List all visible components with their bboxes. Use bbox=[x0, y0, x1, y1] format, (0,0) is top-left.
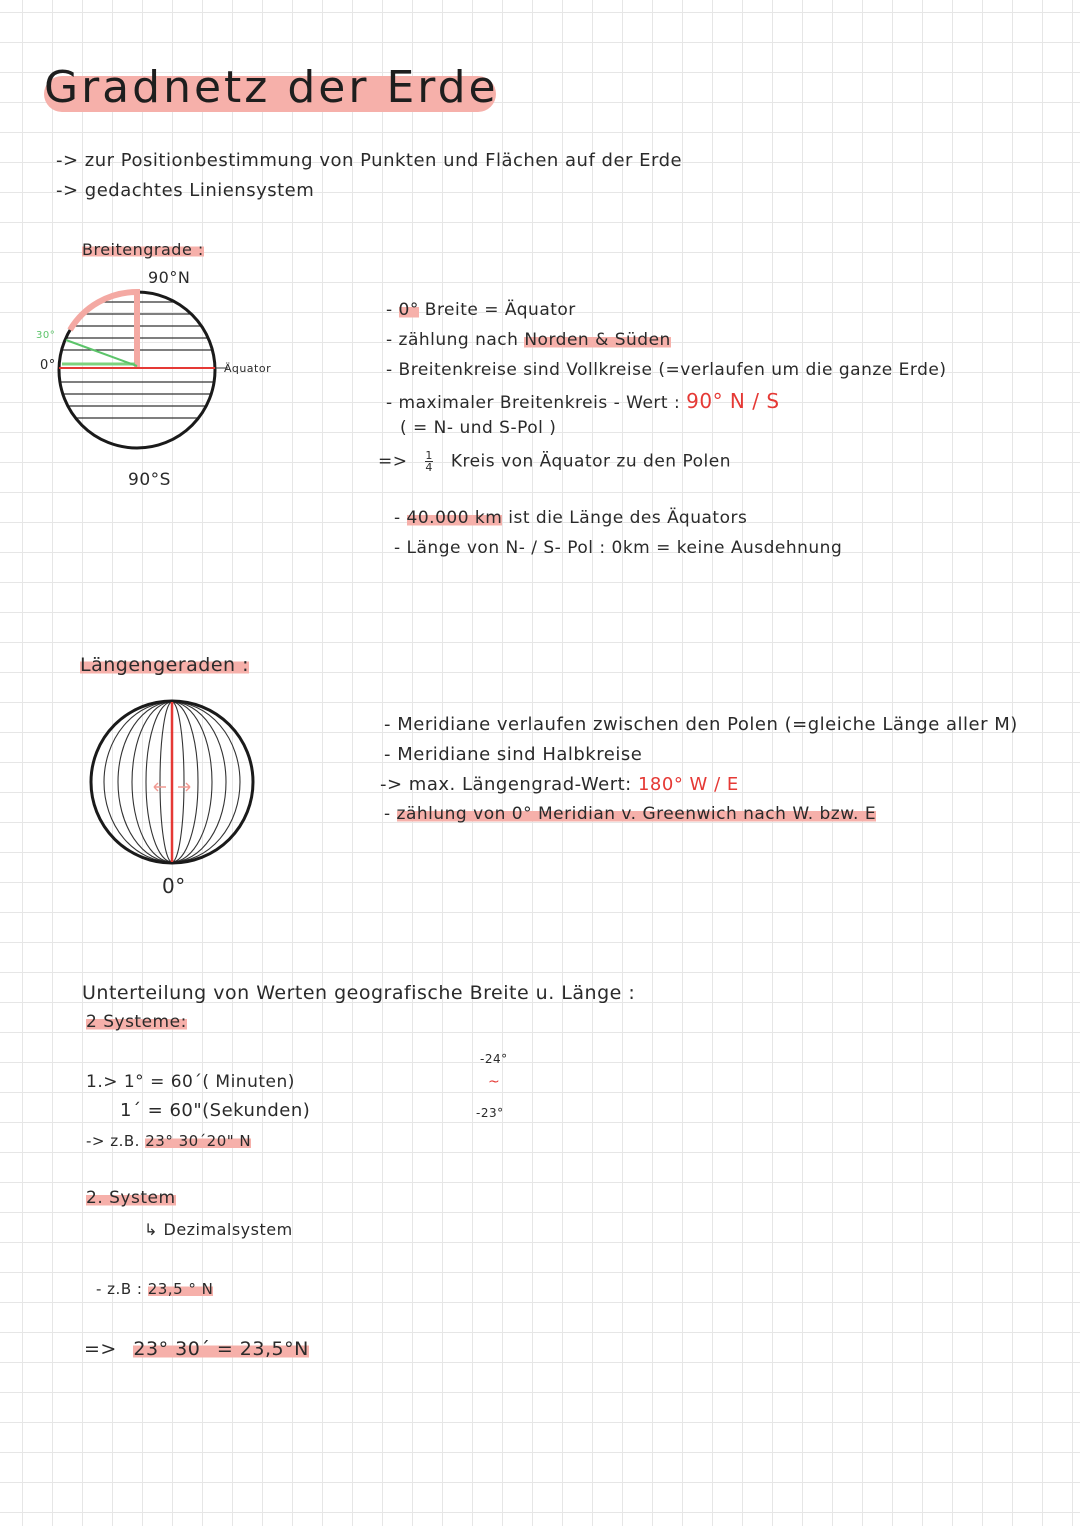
fraction-numerator: 1 bbox=[425, 449, 433, 462]
breite-note-2-hl: Norden & Süden bbox=[524, 330, 671, 350]
laenge-note-4-hl: zählung von 0° Meridian v. Greenwich nach W. bzw. E bbox=[396, 804, 877, 824]
breite-label-equator: Äquator bbox=[224, 362, 272, 375]
fraction-denominator: 4 bbox=[425, 461, 433, 474]
breite-note-6-arrow: => bbox=[378, 451, 408, 472]
breite-note-7 bbox=[394, 508, 747, 528]
breite-note-5: ( = N- und S-Pol ) bbox=[400, 418, 557, 438]
laenge-note-4-dash: - bbox=[384, 804, 391, 824]
side-note-top: -24° bbox=[480, 1052, 508, 1066]
breite-note-2-prefix: - zählung nach bbox=[386, 330, 519, 350]
breite-note-6-text: Kreis von Äquator zu den Polen bbox=[450, 451, 731, 472]
breite-note-1 bbox=[386, 300, 576, 320]
longitude-globe-diagram bbox=[0, 0, 300, 900]
system1-line-2: 1´ = 60"(Sekunden) bbox=[120, 1100, 311, 1121]
breite-note-1-deg: 0° bbox=[398, 300, 419, 320]
breite-note-7-text: ist die Länge des Äquators bbox=[508, 508, 748, 528]
breite-label-top: 90°N bbox=[148, 268, 191, 287]
unterteilung-sub-text: 2 Systeme: bbox=[86, 1012, 187, 1032]
system2-example bbox=[96, 1280, 213, 1298]
breite-note-8: - Länge von N- / S- Pol : 0km = keine Ausdehnung bbox=[394, 538, 843, 558]
result-hl: 23° 30´ = 23,5°N bbox=[133, 1338, 309, 1360]
unterteilung-heading: Unterteilung von Werten geografische Breite u. Länge : bbox=[82, 982, 636, 1004]
system2-example-hl: 23,5 ° N bbox=[147, 1280, 214, 1298]
system2-heading bbox=[86, 1188, 176, 1208]
breite-label-bottom: 90°S bbox=[128, 470, 171, 490]
system2-example-prefix: - z.B : bbox=[96, 1280, 143, 1298]
intro-line-1: -> zur Positionbestimmung von Punkten und Flächen auf der Erde bbox=[56, 150, 683, 171]
breite-note-1-text: Breite = Äquator bbox=[424, 300, 576, 320]
laenge-label-bottom: 0° bbox=[162, 874, 186, 898]
laenge-heading-text: Längengeraden : bbox=[80, 654, 249, 676]
result-line bbox=[84, 1338, 309, 1360]
system2-sub: ↳ Dezimalsystem bbox=[144, 1220, 293, 1239]
breite-label-30: 30° bbox=[36, 330, 56, 341]
breite-note-2 bbox=[386, 330, 671, 350]
breite-label-zero: 0° bbox=[40, 358, 56, 373]
system1-example-hl: 23° 30´20" N bbox=[145, 1132, 252, 1150]
system1-example bbox=[86, 1132, 251, 1150]
page-title: Gradnetz der Erde bbox=[44, 62, 499, 113]
laenge-note-1: - Meridiane verlaufen zwischen den Polen (=gleiche Länge aller M) bbox=[384, 714, 1018, 735]
system1-example-prefix: -> z.B. bbox=[86, 1132, 140, 1150]
system1-line-1: 1.> 1° = 60´( Minuten) bbox=[86, 1072, 295, 1092]
unterteilung-sub bbox=[86, 1012, 187, 1032]
breite-note-4-value: 90° N / S bbox=[686, 389, 780, 413]
laenge-note-4 bbox=[384, 804, 876, 824]
breite-heading-text: Breitengrade : bbox=[82, 240, 204, 259]
intro-line-2: -> gedachtes Liniensystem bbox=[56, 180, 315, 201]
result-arrow: => bbox=[84, 1338, 117, 1360]
breite-note-4-prefix: - maximaler Breitenkreis - Wert : bbox=[386, 393, 681, 413]
breite-note-1-dash: - bbox=[386, 300, 393, 320]
fraction bbox=[425, 450, 433, 473]
laenge-note-3-prefix: -> max. Längengrad-Wert: bbox=[380, 774, 632, 795]
side-note-mid: ~ bbox=[488, 1074, 501, 1090]
breite-note-4 bbox=[386, 389, 780, 413]
breite-note-7-dash: - bbox=[394, 508, 401, 528]
laenge-note-3-value: 180° W / E bbox=[637, 774, 739, 795]
laenge-note-3 bbox=[380, 774, 739, 795]
breite-note-7-hl: 40.000 km bbox=[406, 508, 503, 528]
system2-heading-text: 2. System bbox=[86, 1188, 176, 1208]
laenge-note-2: - Meridiane sind Halbkreise bbox=[384, 744, 643, 765]
breite-note-6 bbox=[378, 450, 731, 473]
side-note-bottom: -23° bbox=[476, 1106, 504, 1120]
breite-note-3: - Breitenkreise sind Vollkreise (=verlaufen um die ganze Erde) bbox=[386, 360, 947, 380]
